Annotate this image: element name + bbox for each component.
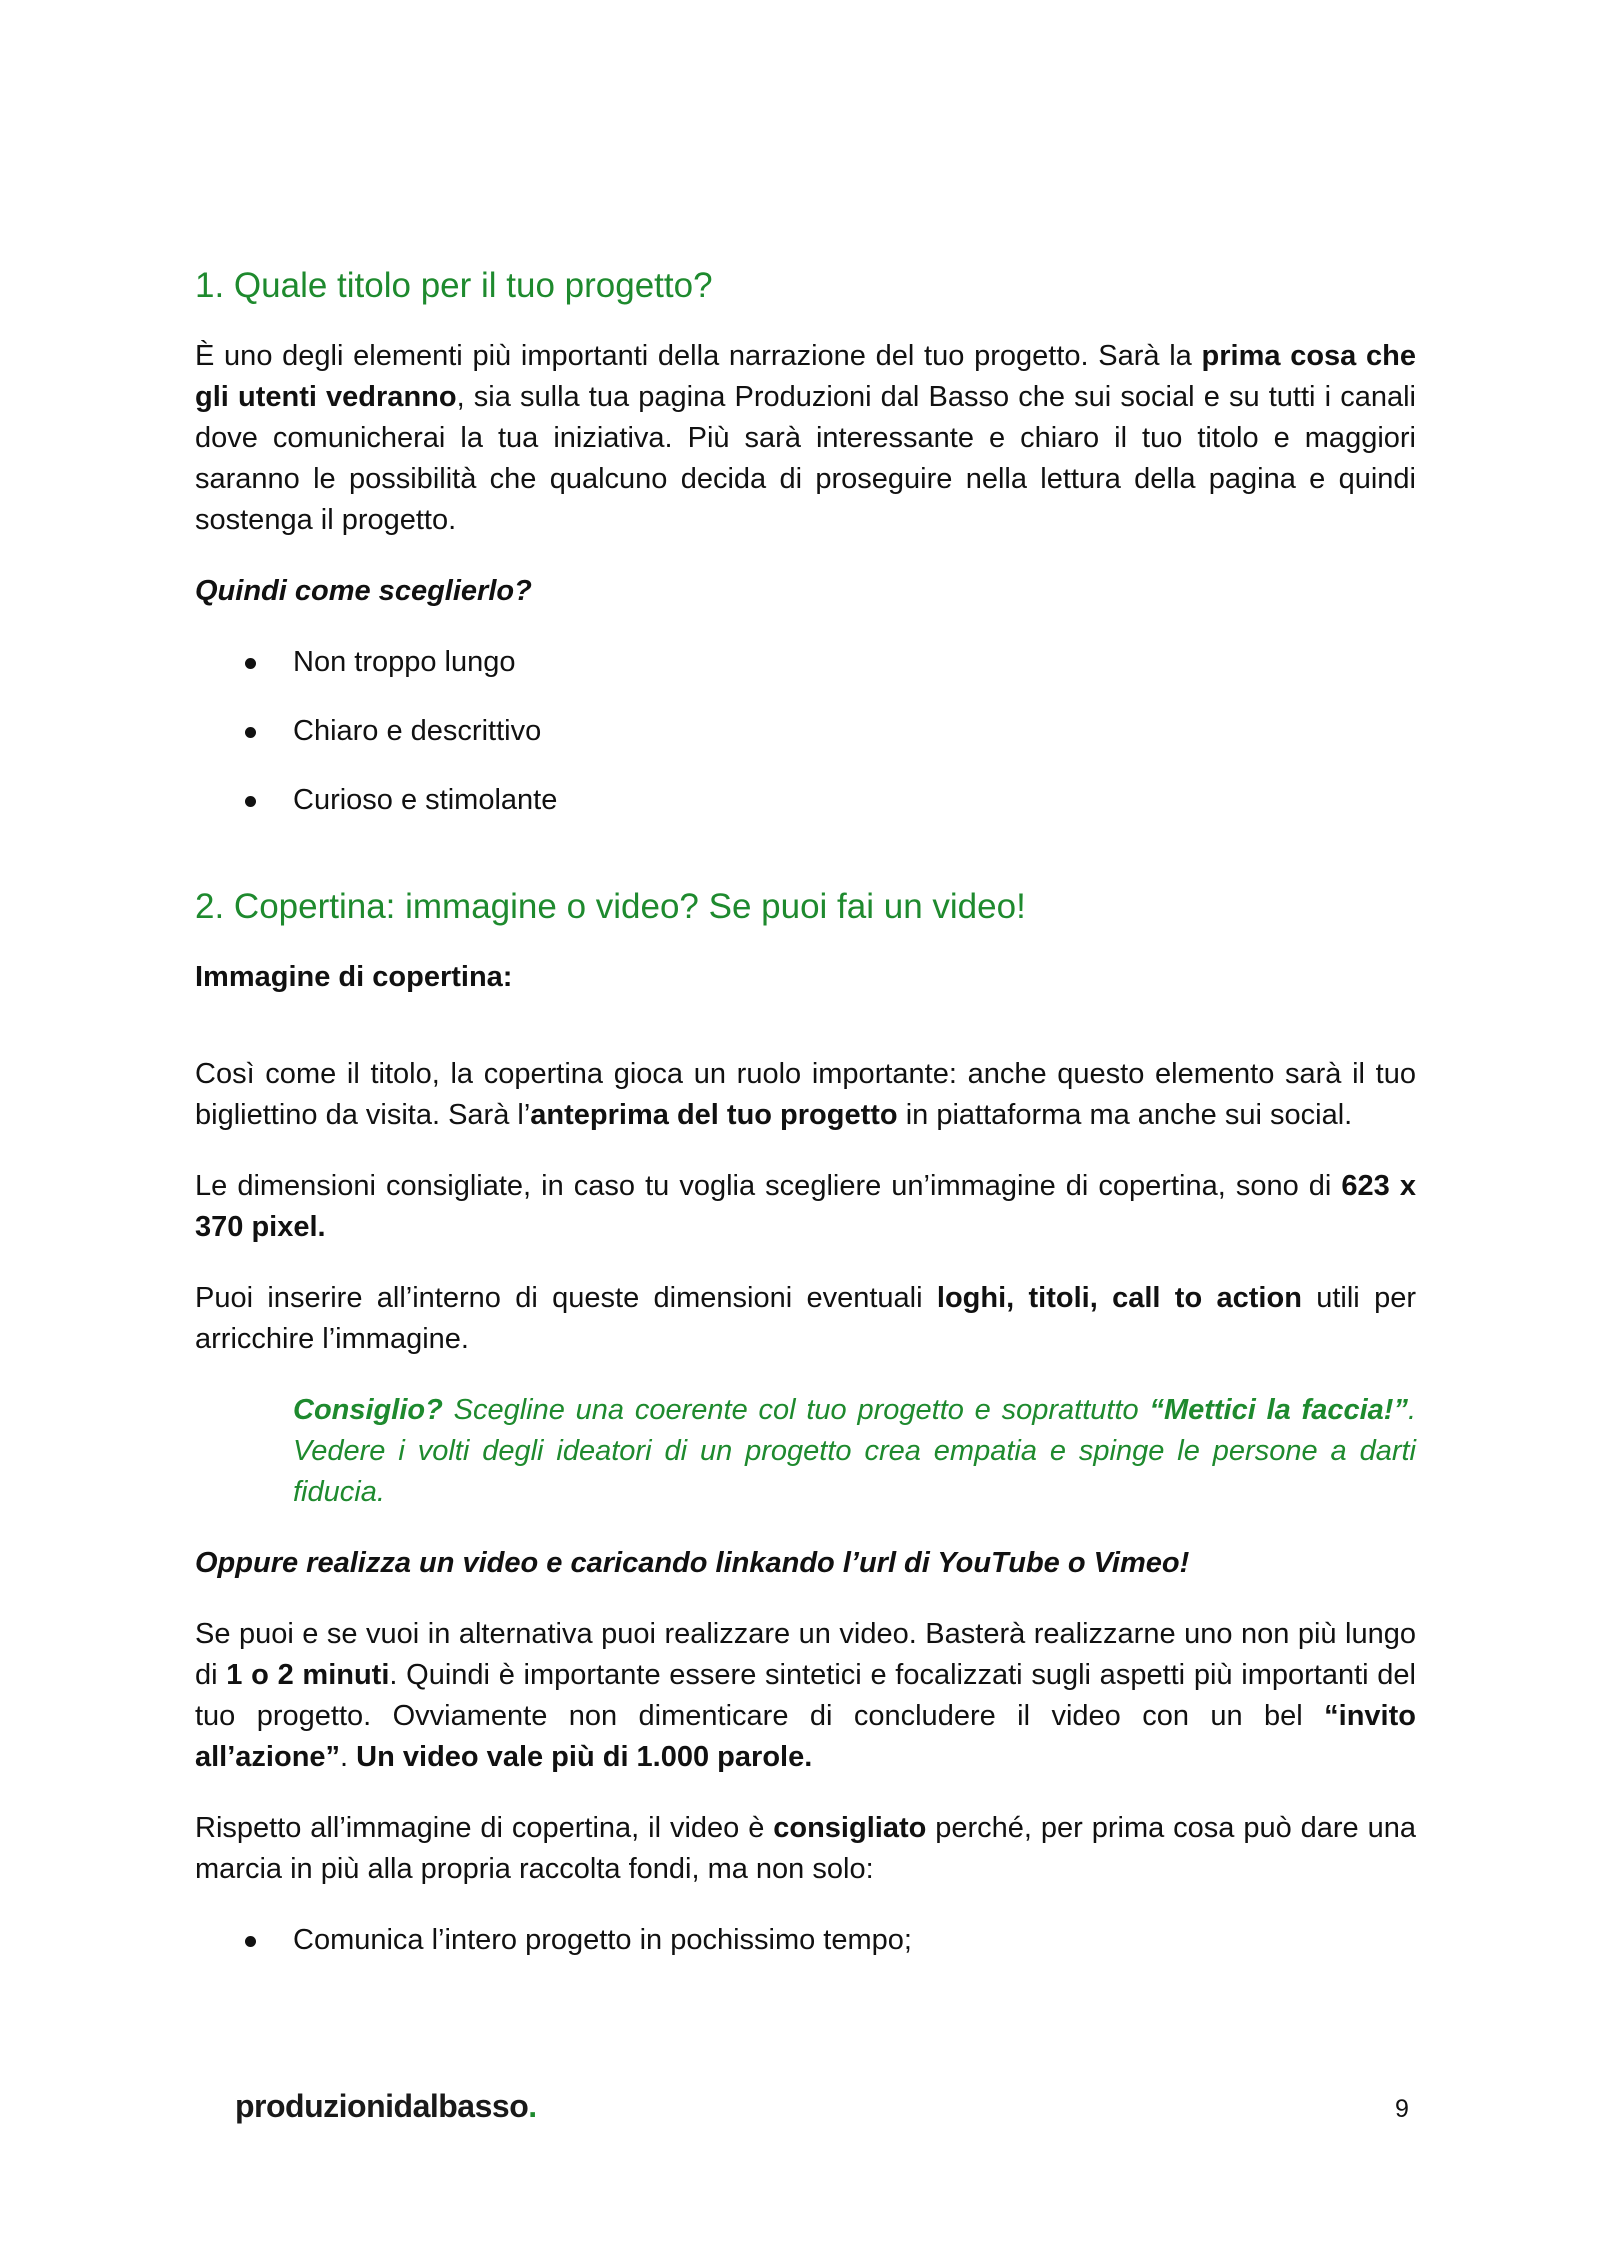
section1-question: Quindi come sceglierlo? bbox=[195, 575, 532, 607]
section2-paragraph-1: Così come il titolo, la copertina gioca un ruolo importante: anche questo elemento sarà il tuo bigliettino da visita. Sarà l’anteprima del tuo progetto in piattaforma ma anche sui social. bbox=[195, 1058, 1416, 1131]
section1-paragraph: È uno degli elementi più importanti della narrazione del tuo progetto. Sarà la prima cosa che gli utenti vedranno, sia sulla tua pagina Produzioni dal Basso che sui social e su tutti i canali dove comunicherai la tua iniziativa. Più sarà interessante e chiaro il tuo titolo e maggiori saranno le possibilità che qualcuno decida di proseguire nella lettura della pagina e quindi sostenga il progetto. bbox=[195, 340, 1416, 536]
tip-callout: Consiglio? Sceglinе una coerente col tuo progetto e soprattutto “Mettici la faccia!”. Vedere i volti degli ideatori di un progetto crea empatia e spinge le persone a darti fiducia. bbox=[293, 1394, 1417, 1508]
section2-paragraph-5: Rispetto all’immagine di copertina, il video è consigliato perché, per prima cosa può dare una marcia in più alla propria raccolta fondi, ma non solo: bbox=[195, 1812, 1416, 1885]
list-item: Comunica l’intero progetto in pochissimo tempo; bbox=[195, 1920, 1416, 1961]
section2-subheading: Immagine di copertina: bbox=[195, 961, 513, 993]
section2-heading: 2. Copertina: immagine o video? Se puoi fai un video! bbox=[195, 887, 1026, 926]
bullet-icon bbox=[245, 727, 256, 738]
page-content bbox=[195, 262, 1416, 1989]
section2-paragraph-2: Le dimensioni consigliate, in caso tu voglia scegliere un’immagine di copertina, sono di 623 x 370 pixel. bbox=[195, 1170, 1416, 1243]
section1-heading: 1. Quale titolo per il tuo progetto? bbox=[195, 266, 713, 305]
bullet-icon bbox=[245, 658, 256, 669]
list-item: Curioso e stimolante bbox=[195, 780, 1416, 821]
bullet-icon bbox=[245, 796, 256, 807]
section2-paragraph-3: Puoi inserire all’interno di queste dimensioni eventuali loghi, titoli, call to action utili per arricchire l’immagine. bbox=[195, 1282, 1416, 1355]
list-item: Non troppo lungo bbox=[195, 642, 1416, 683]
brand-logo: produzionidalbasso. bbox=[235, 2088, 537, 2124]
section2-bullet-list bbox=[195, 1920, 1416, 1961]
bullet-icon bbox=[245, 1936, 256, 1947]
list-item: Chiaro e descrittivo bbox=[195, 711, 1416, 752]
video-heading: Oppure realizza un video e caricando linkando l’url di YouTube o Vimeo! bbox=[195, 1547, 1190, 1579]
page-number: 9 bbox=[1395, 2095, 1409, 2123]
section2-paragraph-4: Se puoi e se vuoi in alternativa puoi realizzare un video. Basterà realizzarne uno non più lungo di 1 o 2 minuti. Quindi è importante essere sintetici e focalizzati sugli aspetti più importanti del tuo progetto. Ovviamente non dimenticare di concludere il video con un bel “invito all’azione”. Un video vale più di 1.000 parole. bbox=[195, 1618, 1416, 1773]
section1-bullet-list bbox=[195, 642, 1416, 821]
